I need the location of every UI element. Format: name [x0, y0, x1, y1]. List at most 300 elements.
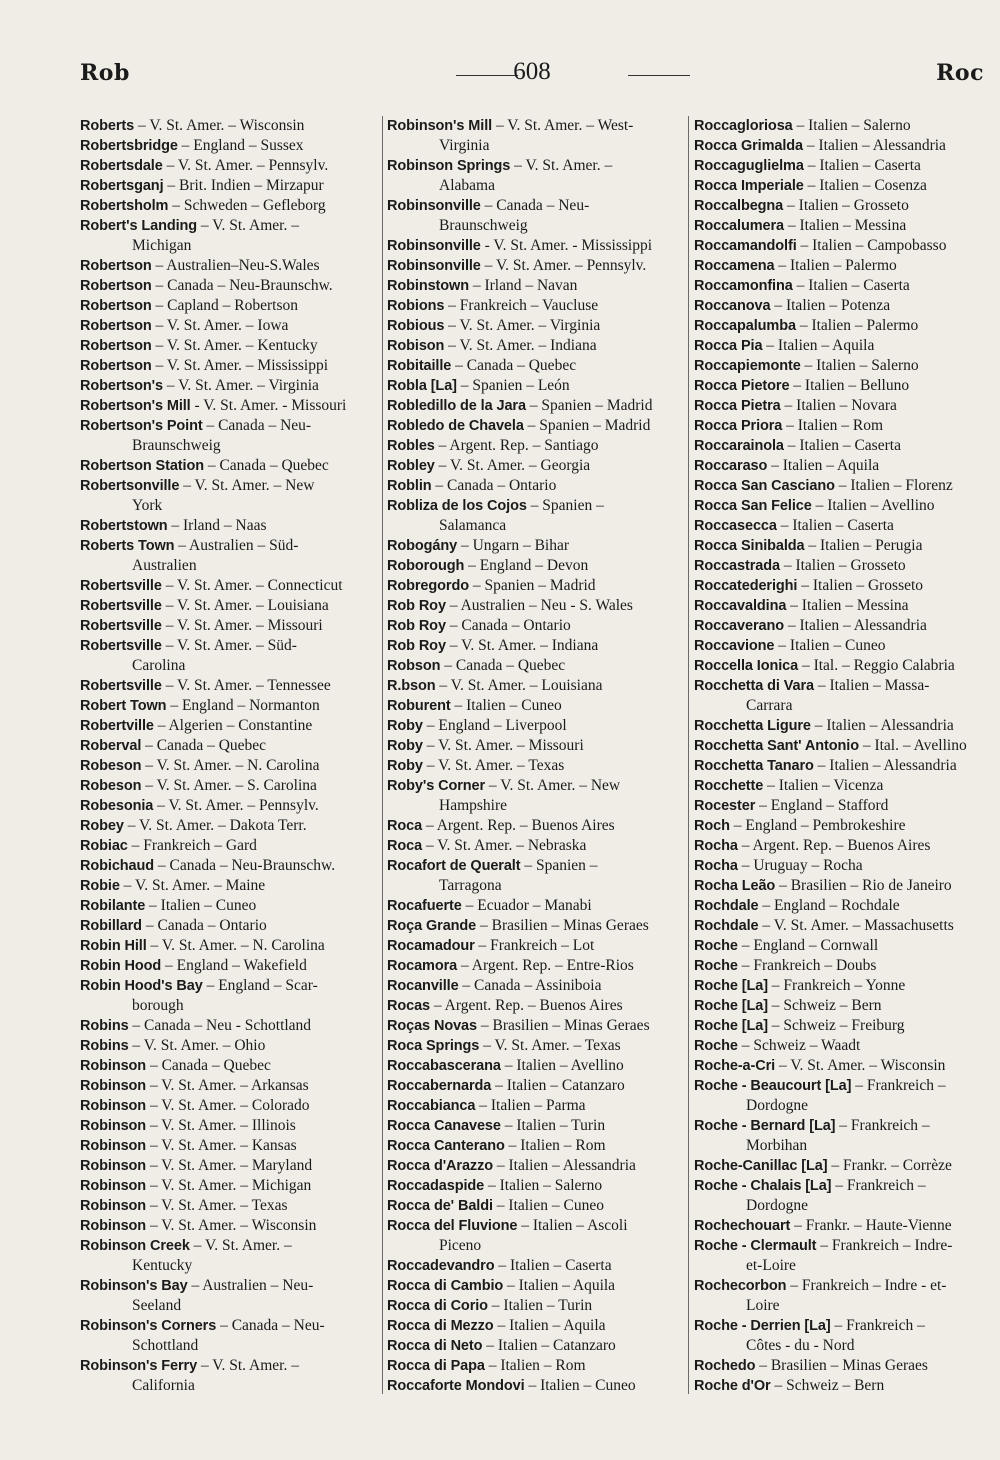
entry-location: – V. St. Amer. – Louisiana	[435, 677, 603, 694]
entry-location: – Italien – Aquila	[762, 337, 875, 354]
entry-location: – Canada – Neu-	[216, 1317, 325, 1334]
entry-location: – Italien – Alessandria	[493, 1157, 636, 1174]
gazetteer-entry	[387, 156, 685, 196]
entry-location: – V. St. Amer. – Dakota Terr.	[123, 817, 307, 834]
entry-location: – Frankreich –	[835, 1117, 930, 1134]
entry-headword: Roccagloriosa	[694, 118, 793, 134]
entry-location: – V. St. Amer. – Nebraska	[422, 837, 587, 854]
entry-headword: Rocca del Fluvione	[387, 1218, 518, 1234]
entry-headword: Roccatederighi	[694, 578, 798, 594]
gazetteer-entry	[694, 136, 986, 156]
entry-headword: Robert Town	[80, 698, 167, 714]
entry-headword: Roby	[387, 758, 423, 774]
gazetteer-entry	[387, 1076, 685, 1096]
gazetteer-entry	[80, 1096, 378, 1116]
entry-continuation: Carolina	[132, 657, 186, 674]
entry-headword: Robinson Creek	[80, 1238, 190, 1254]
gazetteer-entry	[694, 676, 986, 716]
gazetteer-entry	[387, 1056, 685, 1076]
dictionary-columns	[80, 116, 986, 1406]
entry-headword: Roccaraso	[694, 458, 768, 474]
gazetteer-entry	[80, 316, 378, 336]
entry-location: – Ungarn – Bihar	[457, 537, 570, 554]
entry-location: – Italien – Palermo	[795, 317, 919, 334]
gazetteer-entry	[387, 816, 685, 836]
entry-location: – Italien – Aquila	[503, 1277, 616, 1294]
gazetteer-entry	[80, 356, 378, 376]
entry-location: – V. St. Amer. – Pennsylv.	[162, 157, 329, 174]
gazetteer-entry	[80, 896, 378, 916]
entry-continuation: Hampshire	[439, 797, 508, 814]
entry-location: – England – Scar-	[202, 977, 318, 994]
entry-location: – Australien – Neu - S. Wales	[445, 597, 633, 614]
gazetteer-entry	[694, 576, 986, 596]
gazetteer-entry	[694, 836, 986, 856]
gazetteer-entry	[80, 176, 378, 196]
entry-headword: Roccamena	[694, 258, 775, 274]
entry-location: – Canada – Quebec	[141, 737, 267, 754]
entry-location: – England – Stafford	[755, 797, 889, 814]
entry-headword: Robillard	[80, 918, 142, 934]
entry-location: – Italien – Messina	[783, 217, 907, 234]
entry-continuation: Braunschweig	[132, 437, 221, 454]
gazetteer-entry	[694, 1116, 986, 1156]
entry-headword: Robertson	[80, 258, 152, 274]
entry-headword: Robiac	[80, 838, 128, 854]
entry-location: – Italien – Potenza	[770, 297, 891, 314]
page-number: 608	[513, 58, 551, 85]
entry-headword: Rocchette	[694, 778, 764, 794]
entry-headword: Robesonia	[80, 798, 154, 814]
entry-location: – Italien – Cuneo	[450, 697, 562, 714]
entry-continuation: Schottland	[132, 1337, 199, 1354]
gazetteer-entry	[80, 456, 378, 476]
gazetteer-entry	[387, 356, 685, 376]
entry-continuation: Dordogne	[746, 1197, 808, 1214]
entry-headword: Robertsbridge	[80, 138, 178, 154]
entry-location: – Ecuador – Manabi	[461, 897, 592, 914]
gazetteer-entry	[80, 1136, 378, 1156]
entry-headword: Roche-Canillac [La]	[694, 1158, 828, 1174]
entry-headword: Rocca Pietore	[694, 378, 790, 394]
entry-headword: Rocamadour	[387, 938, 475, 954]
entry-headword: Robertsville	[80, 578, 162, 594]
entry-location: – V. St. Amer. – Texas	[146, 1197, 288, 1214]
gazetteer-entry	[694, 216, 986, 236]
entry-headword: Robla [La]	[387, 378, 457, 394]
gazetteer-entry	[694, 276, 986, 296]
gazetteer-entry	[80, 936, 378, 956]
entry-continuation: Piceno	[439, 1237, 482, 1254]
gazetteer-entry	[694, 656, 986, 676]
entry-headword: Roccapiemonte	[694, 358, 801, 374]
gazetteer-entry	[80, 776, 378, 796]
gazetteer-entry	[80, 196, 378, 216]
gazetteer-entry	[80, 1176, 378, 1196]
entry-headword: Rocca Pia	[694, 338, 763, 354]
entry-location: – Italien – Rom	[504, 1137, 606, 1154]
entry-headword: Rocca di Neto	[387, 1338, 483, 1354]
gazetteer-entry	[387, 896, 685, 916]
entry-location: – Italien – Caserta	[783, 437, 901, 454]
entry-headword: Robin Hill	[80, 938, 147, 954]
entry-headword: Robilante	[80, 898, 146, 914]
gazetteer-entry	[80, 536, 378, 576]
gazetteer-entry	[694, 196, 986, 216]
gazetteer-entry	[694, 556, 986, 576]
entry-headword: Rocamora	[387, 958, 458, 974]
entry-headword: Robertson	[80, 318, 152, 334]
entry-location: – Frankr. – Corrèze	[827, 1157, 952, 1174]
gazetteer-entry	[387, 1356, 685, 1376]
entry-location: – England – Wakefield	[161, 957, 307, 974]
gazetteer-entry	[80, 376, 378, 396]
entry-location: – Schweiz – Bern	[767, 997, 882, 1014]
gazetteer-entry	[694, 356, 986, 376]
entry-location: – V. St. Amer. – Tennessee	[161, 677, 331, 694]
gazetteer-entry	[694, 1236, 986, 1276]
entry-location: – Spanien – Madrid	[523, 417, 651, 434]
entry-headword: Rocca San Felice	[694, 498, 812, 514]
entry-headword: Roca Springs	[387, 1038, 480, 1054]
gazetteer-entry	[80, 296, 378, 316]
entry-headword: Robliza de los Cojos	[387, 498, 527, 514]
entry-headword: Roch	[694, 818, 730, 834]
column-2	[387, 116, 685, 1396]
entry-location: – Italien – Cuneo	[145, 897, 257, 914]
entry-headword: Rob Roy	[387, 598, 446, 614]
gazetteer-entry	[694, 1356, 986, 1376]
entry-continuation: Braunschweig	[439, 217, 528, 234]
entry-location: – Italien – Caserta	[494, 1257, 612, 1274]
entry-headword: Robertsville	[80, 678, 162, 694]
entry-location: – Italien – Vicenza	[763, 777, 884, 794]
entry-headword: Robeson	[80, 758, 142, 774]
entry-location: – England – Normanton	[166, 697, 320, 714]
gazetteer-entry	[80, 696, 378, 716]
entry-headword: Rocafort de Queralt	[387, 858, 521, 874]
entry-headword: Robert's Landing	[80, 218, 198, 234]
gazetteer-entry	[80, 876, 378, 896]
entry-location: – Canada – Assiniboia	[458, 977, 602, 994]
entry-headword: Roche	[694, 938, 738, 954]
entry-headword: Roccadevandro	[387, 1258, 495, 1274]
gazetteer-entry	[387, 1336, 685, 1356]
entry-headword: Robogány	[387, 538, 458, 554]
entry-headword: Rocca Grimalda	[694, 138, 804, 154]
entry-location: – Argent. Rep. – Buenos Aires	[737, 837, 931, 854]
entry-headword: Roccastrada	[694, 558, 780, 574]
entry-location: – Italien – Cuneo	[492, 1197, 604, 1214]
gazetteer-entry	[694, 1216, 986, 1236]
entry-headword: Robertson Station	[80, 458, 204, 474]
entry-headword: Robertsganj	[80, 178, 164, 194]
gazetteer-entry	[80, 476, 378, 516]
gazetteer-entry	[694, 516, 986, 536]
gazetteer-entry	[694, 736, 986, 756]
entry-location: – V. St. Amer. – Missouri	[422, 737, 584, 754]
entry-location: – V. St. Amer. – Iowa	[151, 317, 289, 334]
entry-location: – Italien – Aquila	[493, 1317, 606, 1334]
entry-location: – Argent. Rep. – Buenos Aires	[430, 997, 623, 1014]
entry-location: – Schweiz – Bern	[770, 1377, 885, 1394]
entry-headword: Roche	[694, 958, 738, 974]
entry-location: – Irland – Naas	[167, 517, 267, 534]
entry-headword: Roccabernarda	[387, 1078, 492, 1094]
entry-headword: Robertsville	[80, 598, 162, 614]
entry-headword: Robinson	[80, 1198, 147, 1214]
entry-location: – Italien – Salerno	[792, 117, 911, 134]
entry-headword: Robeson	[80, 778, 142, 794]
gazetteer-entry	[387, 256, 685, 276]
gazetteer-entry	[694, 336, 986, 356]
gazetteer-entry	[694, 176, 986, 196]
entry-headword: Rocchetta Ligure	[694, 718, 811, 734]
gazetteer-entry	[387, 1096, 685, 1116]
entry-location: – V. St. Amer. – Maine	[119, 877, 266, 894]
entry-location: – V. St. Amer. – Wisconsin	[775, 1057, 946, 1074]
gazetteer-entry	[80, 136, 378, 156]
entry-location: – Italien – Cosenza	[803, 177, 927, 194]
gazetteer-entry	[80, 256, 378, 276]
entry-location: – Frankreich – Yonne	[767, 977, 906, 994]
entry-headword: Roche [La]	[694, 998, 768, 1014]
entry-headword: Robles	[387, 438, 435, 454]
entry-headword: Rocca di Corio	[387, 1298, 488, 1314]
gazetteer-entry	[387, 596, 685, 616]
entry-location: – Italien – Grosseto	[783, 197, 909, 214]
entry-headword: Robertson's Point	[80, 418, 203, 434]
entry-location: – V. St. Amer. – Kentucky	[151, 337, 318, 354]
entry-location: – Frankreich – Vaucluse	[444, 297, 599, 314]
entry-headword: Rocca Imperiale	[694, 178, 804, 194]
entry-headword: Rocca di Cambio	[387, 1278, 504, 1294]
entry-location: – V. St. Amer. – Kansas	[146, 1137, 297, 1154]
entry-headword: Robertsville	[80, 638, 162, 654]
gazetteer-entry	[80, 1196, 378, 1216]
gazetteer-entry	[387, 1256, 685, 1276]
entry-location: – V. St. Amer. – New	[485, 777, 621, 794]
entry-location: – Australien – Neu-	[187, 1277, 314, 1294]
entry-headword: Roby's Corner	[387, 778, 486, 794]
entry-location: – Canada – Neu-	[480, 197, 590, 214]
entry-location: – V. St. Amer. – Virginia	[444, 317, 601, 334]
entry-headword: Robinsonville	[387, 238, 481, 254]
page-header	[80, 58, 984, 94]
entry-location: – Schweiz – Waadt	[737, 1037, 861, 1054]
entry-location: – Australien–Neu-S.Wales	[151, 257, 320, 274]
gazetteer-entry	[387, 1376, 685, 1396]
entry-headword: Roberts	[80, 118, 135, 134]
header-rule-right	[628, 75, 690, 76]
entry-location: – Schweiz – Freiburg	[767, 1017, 905, 1034]
gazetteer-entry	[80, 1236, 378, 1276]
gazetteer-entry	[694, 976, 986, 996]
entry-headword: Rocca Priora	[694, 418, 783, 434]
entry-location: – Italien – Catanzaro	[491, 1077, 625, 1094]
entry-headword: Robertson's Mill	[80, 398, 191, 414]
entry-location: – Ital. – Reggio Calabria	[798, 657, 955, 674]
gazetteer-entry	[387, 1216, 685, 1256]
gazetteer-entry	[694, 1056, 986, 1076]
gazetteer-entry	[694, 256, 986, 276]
entry-headword: Rocha	[694, 858, 738, 874]
entry-location: – Frankreich – Indre-	[816, 1237, 953, 1254]
entry-headword: Roche-a-Cri	[694, 1058, 776, 1074]
gazetteer-entry	[80, 736, 378, 756]
gazetteer-entry	[80, 616, 378, 636]
gazetteer-entry	[80, 836, 378, 856]
gazetteer-entry	[694, 1036, 986, 1056]
entry-location: – Frankr. – Haute-Vienne	[790, 1217, 952, 1234]
entry-headword: Roças Novas	[387, 1018, 477, 1034]
entry-continuation: Australien	[132, 557, 197, 574]
entry-headword: Rob Roy	[387, 638, 446, 654]
entry-continuation: Salamanca	[439, 517, 507, 534]
gazetteer-entry	[694, 1376, 986, 1396]
entry-headword: Rochecorbon	[694, 1278, 787, 1294]
entry-headword: Roça Grande	[387, 918, 477, 934]
entry-headword: Roccanova	[694, 298, 771, 314]
entry-location: – Canada – Quebec	[203, 457, 329, 474]
entry-headword: Robertson	[80, 338, 152, 354]
entry-location: – Italien – Palermo	[774, 257, 897, 274]
entry-location: – Italien – Grosseto	[779, 557, 906, 574]
entry-headword: Robie	[80, 878, 120, 894]
gazetteer-entry	[694, 616, 986, 636]
entry-headword: Roccavione	[694, 638, 775, 654]
entry-location: – England – Devon	[464, 557, 589, 574]
entry-continuation: Morbihan	[746, 1137, 808, 1154]
entry-location: – Spanien –	[526, 497, 604, 514]
gazetteer-entry	[80, 336, 378, 356]
entry-location: – Italien – Cuneo	[774, 637, 886, 654]
gazetteer-entry	[694, 936, 986, 956]
entry-headword: Rocafuerte	[387, 898, 462, 914]
entry-headword: Rocca di Papa	[387, 1358, 485, 1374]
gazetteer-entry	[387, 1036, 685, 1056]
entry-headword: Rocester	[694, 798, 756, 814]
entry-headword: Roccaforte Mondovi	[387, 1378, 525, 1394]
entry-location: – Brasilien – Minas Geraes	[755, 1357, 928, 1374]
entry-headword: Robregordo	[387, 578, 469, 594]
gazetteer-entry	[387, 856, 685, 896]
gazetteer-entry	[694, 456, 986, 476]
entry-headword: Roche [La]	[694, 1018, 768, 1034]
gazetteer-entry	[694, 416, 986, 436]
entry-headword: Robertson	[80, 298, 152, 314]
entry-headword: Robichaud	[80, 858, 155, 874]
entry-headword: Rocha Leão	[694, 878, 776, 894]
entry-location: – Canada – Neu-Braunschw.	[154, 857, 336, 874]
gazetteer-entry	[80, 1116, 378, 1136]
gazetteer-entry	[694, 1176, 986, 1216]
entry-location: – Italien – Aquila	[767, 457, 880, 474]
entry-location: – V. St. Amer. –	[510, 157, 613, 174]
entry-headword: Roccadaspide	[387, 1178, 485, 1194]
entry-continuation: Dordogne	[746, 1097, 808, 1114]
entry-location: – V. St. Amer. – S. Carolina	[141, 777, 317, 794]
entry-location: – V. St. Amer. – Michigan	[146, 1177, 312, 1194]
entry-location: – Italien – Grosseto	[797, 577, 924, 594]
entry-headword: Roccella Ionica	[694, 658, 799, 674]
entry-location: – Brit. Indien – Mirzapur	[163, 177, 324, 194]
entry-location: – V. St. Amer. – Connecticut	[161, 577, 343, 594]
entry-headword: Robinson's Mill	[387, 118, 493, 134]
entry-headword: Robinson	[80, 1158, 147, 1174]
gazetteer-entry	[694, 876, 986, 896]
entry-headword: Robinsonville	[387, 198, 481, 214]
entry-location: – Spanien – León	[456, 377, 570, 394]
gazetteer-entry	[80, 576, 378, 596]
gazetteer-entry	[80, 156, 378, 176]
entry-headword: Robertson	[80, 358, 152, 374]
entry-headword: Robins	[80, 1038, 129, 1054]
gazetteer-entry	[694, 236, 986, 256]
entry-headword: Roche [La]	[694, 978, 768, 994]
gazetteer-entry	[387, 936, 685, 956]
gazetteer-entry	[694, 816, 986, 836]
entry-location: – V. St. Amer. – N. Carolina	[146, 937, 325, 954]
entry-location: – Canada – Neu - Schottland	[128, 1017, 312, 1034]
gazetteer-entry	[387, 576, 685, 596]
gazetteer-entry	[387, 456, 685, 476]
entry-headword: Rocchetta Sant' Antonio	[694, 738, 859, 754]
gazetteer-entry	[80, 1036, 378, 1056]
entry-headword: Rocca Canavese	[387, 1118, 501, 1134]
entry-headword: Robinson's Bay	[80, 1278, 188, 1294]
entry-continuation: California	[132, 1377, 195, 1394]
entry-location: – Canada – Ontario	[431, 477, 557, 494]
entry-location: – Italien – Caserta	[792, 277, 910, 294]
entry-headword: Roccabascerana	[387, 1058, 501, 1074]
entry-headword: Robledillo de la Jara	[387, 398, 526, 414]
entry-location: – V. St. Amer. – Maryland	[146, 1157, 313, 1174]
entry-location: – V. St. Amer. – Pennsylv.	[153, 797, 319, 814]
gazetteer-entry	[694, 996, 986, 1016]
column-3	[694, 116, 986, 1396]
entry-location: – Ital. – Avellino	[858, 737, 967, 754]
entry-headword: Robitaille	[387, 358, 452, 374]
entry-headword: Roccabianca	[387, 1098, 476, 1114]
entry-location: – Italien – Salerno	[800, 357, 919, 374]
entry-location: – V. St. Amer. – Texas	[479, 1037, 621, 1054]
entry-location: – Italien – Avellino	[811, 497, 935, 514]
entry-location: – V. St. Amer. –	[197, 217, 299, 234]
entry-location: – Uruguay – Rocha	[737, 857, 863, 874]
entry-headword: Roche - Clermault	[694, 1238, 817, 1254]
entry-continuation: borough	[132, 997, 184, 1014]
gazetteer-entry	[694, 596, 986, 616]
entry-location: – Italien – Cuneo	[524, 1377, 636, 1394]
gazetteer-entry	[387, 1276, 685, 1296]
entry-headword: Robinsonville	[387, 258, 481, 274]
entry-location: – Italien – Caserta	[803, 157, 921, 174]
gazetteer-entry	[80, 276, 378, 296]
entry-headword: Robinson	[80, 1178, 147, 1194]
entry-location: – Brasilien – Minas Geraes	[476, 917, 649, 934]
entry-location: – Brasilien – Minas Geraes	[476, 1017, 650, 1034]
entry-headword: Roccamandolfi	[694, 238, 797, 254]
gazetteer-entry	[694, 476, 986, 496]
entry-headword: Roche - Derrien [La]	[694, 1318, 831, 1334]
entry-location: – Argent. Rep. – Buenos Aires	[422, 817, 615, 834]
gazetteer-entry	[387, 996, 685, 1016]
entry-location: – Italien – Rom	[484, 1357, 586, 1374]
entry-continuation: Tarragona	[439, 877, 502, 894]
entry-location: – Spanien –	[520, 857, 598, 874]
gazetteer-entry	[694, 1276, 986, 1316]
